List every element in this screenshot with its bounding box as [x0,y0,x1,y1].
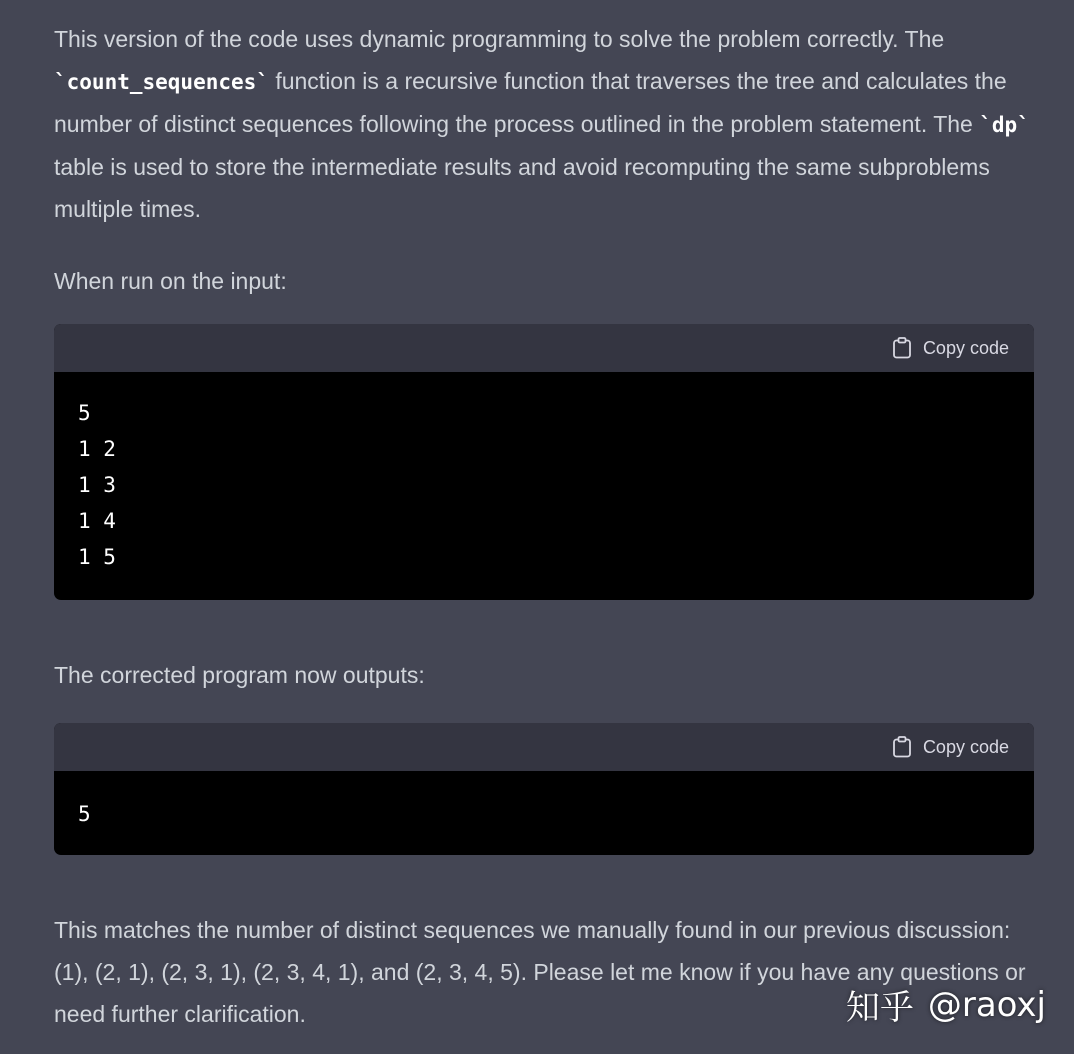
watermark-user: @raoxj [927,984,1046,1025]
code-line: 5 [78,802,91,826]
message-content [54,18,1034,1035]
code-block-body [54,771,1034,832]
clipboard-icon [892,337,912,359]
copy-code-label: Copy code [922,337,1009,358]
clipboard-icon [892,736,912,758]
paragraph-text: function is a recursive function that traverses the tree and calculates the number of distinct sequences following the process outlined in the problem statement. The [54,68,1007,137]
watermark [846,980,1046,1029]
code-line: 5 [78,401,91,425]
code-line: 1 4 [78,509,116,533]
code-line: 1 5 [78,545,116,569]
code-line: 1 3 [78,473,116,497]
code-block-input [54,324,1034,600]
copy-code-button[interactable] [892,337,1009,359]
code-block-body [54,372,1034,575]
inline-code-dp: `dp` [979,113,1030,137]
code-line: 1 2 [78,437,116,461]
copy-code-button[interactable] [892,736,1009,758]
code-block-output [54,723,1034,855]
copy-code-label: Copy code [922,736,1009,757]
watermark-site: 知乎 [845,988,914,1028]
paragraph-input-intro: When run on the input: [54,268,287,294]
inline-code-count-sequences: `count_sequences` [54,70,269,94]
paragraph-text: This version of the code uses dynamic programming to solve the problem correctly. The [54,26,945,52]
paragraph-explanation [54,18,1034,230]
code-block-header [54,723,1034,771]
paragraph-output-intro: The corrected program now outputs: [54,662,425,688]
paragraph-text: table is used to store the intermediate results and avoid recomputing the same subproblems multiple times. [54,154,990,222]
code-block-header [54,324,1034,372]
paragraph-conclusion: This matches the number of distinct sequences we manually found in our previous discussion: (1), (2, 1), (2, 3, 1), (2, 3, 4, 1), and (2, 3, 4, 5). Please let me know if you have any questions or need further clarification. [54,917,1026,1027]
